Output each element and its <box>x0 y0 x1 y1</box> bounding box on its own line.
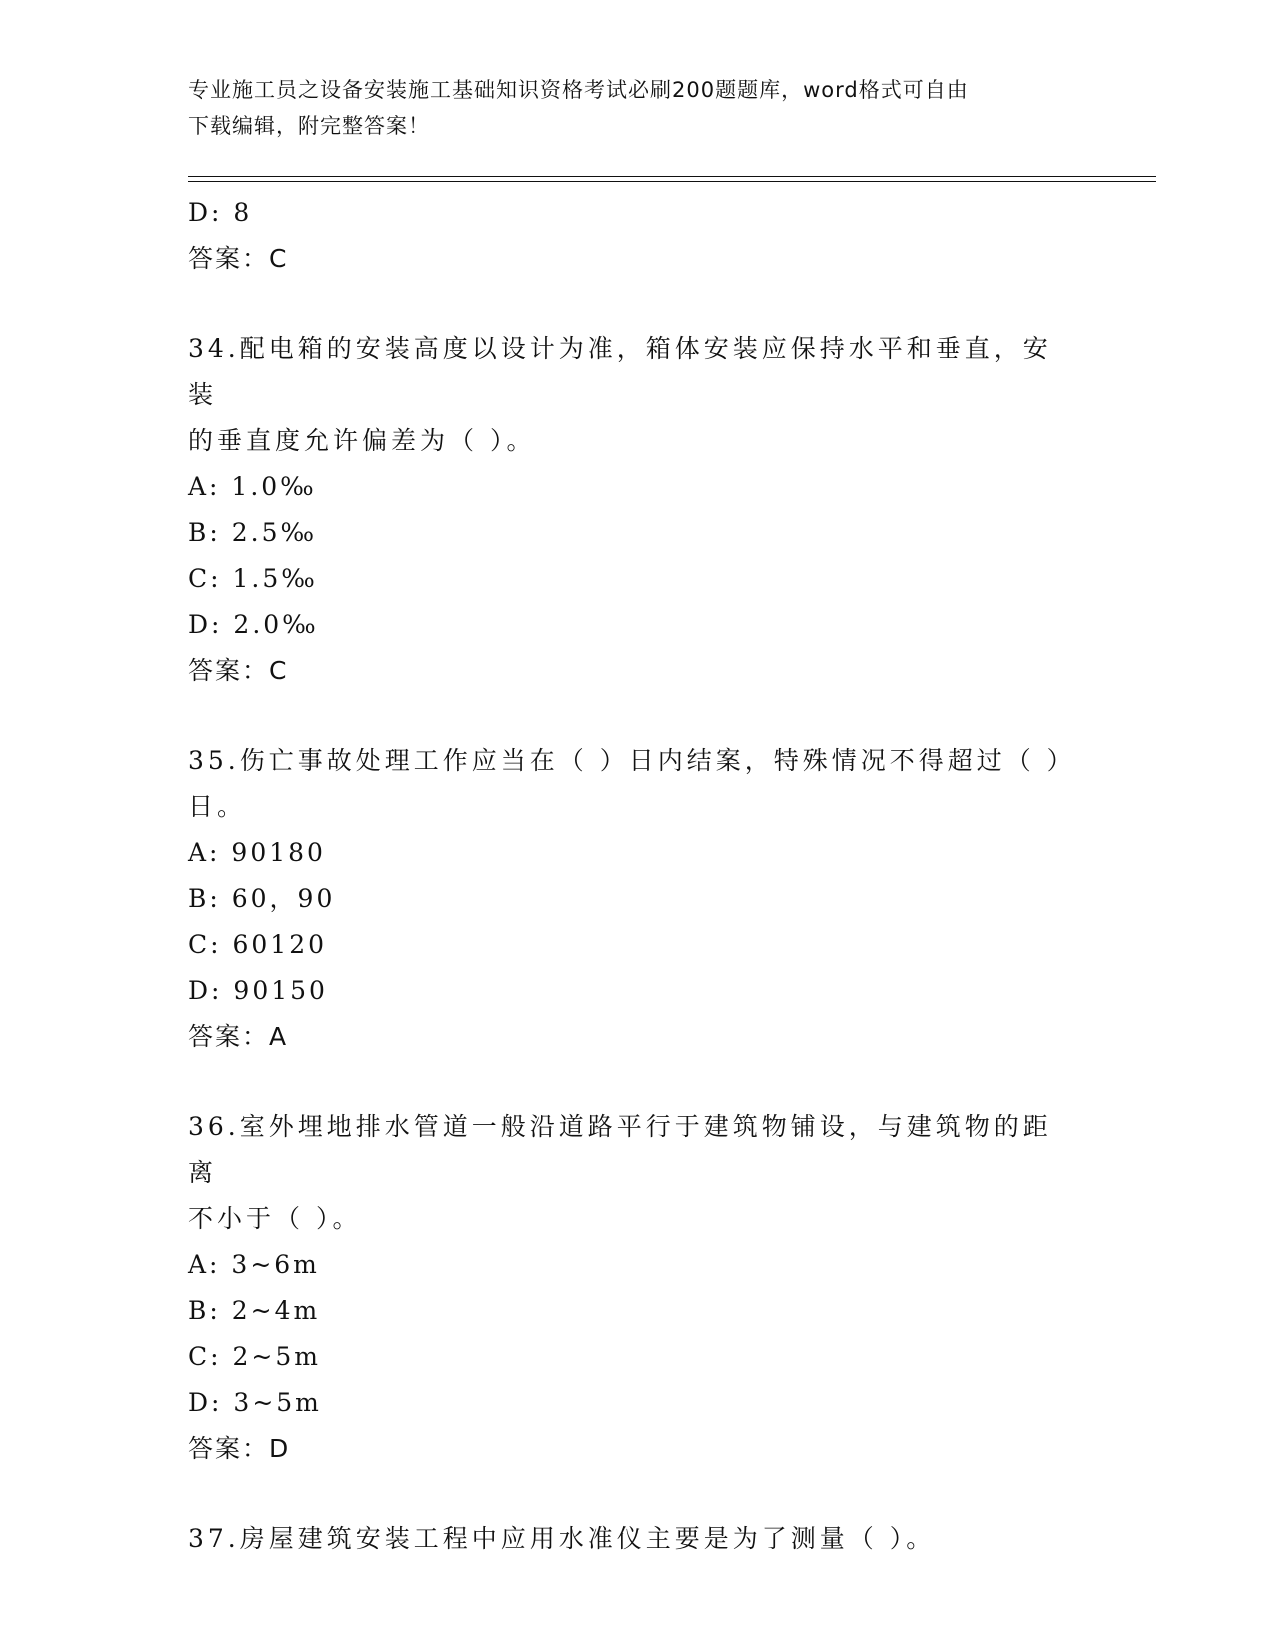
option-d: D: 8 <box>188 198 253 227</box>
option-c: C: 60120 <box>188 930 328 959</box>
question-35 <box>188 738 1088 1060</box>
header-divider-bottom <box>188 181 1156 182</box>
option-d: D: 2.0‰ <box>188 610 319 639</box>
question-text-line-1: 37.房屋建筑安装工程中应用水准仪主要是为了测量（ ）。 <box>188 1524 936 1553</box>
option-c: C: 2~5m <box>188 1342 321 1371</box>
option-a: A: 1.0‰ <box>188 472 317 501</box>
question-text-line-1: 34.配电箱的安装高度以设计为准，箱体安装应保持水平和垂直，安装 <box>188 334 1052 409</box>
answer-label: 答案：A <box>188 1022 289 1051</box>
option-b: B: 2~4m <box>188 1296 321 1325</box>
answer-label: 答案：C <box>188 656 289 685</box>
answer-label: 答案：C <box>188 244 289 273</box>
question-text <box>188 326 1068 464</box>
option-a: A: 90180 <box>188 838 326 867</box>
header-title-line-1: 专业施工员之设备安装施工基础知识资格考试必刷200题题库，word格式可自由 <box>188 78 969 102</box>
option-d: D: 90150 <box>188 976 328 1005</box>
option-b: B: 60，90 <box>188 884 336 913</box>
question-37 <box>188 1516 1088 1562</box>
question-text <box>188 1104 1068 1242</box>
option-b: B: 2.5‰ <box>188 518 318 547</box>
question-text-line-1: 36.室外埋地排水管道一般沿道路平行于建筑物铺设，与建筑物的距离 <box>188 1112 1052 1187</box>
question-text-line-2: 的垂直度允许偏差为（ ）。 <box>188 426 536 455</box>
document-header <box>188 72 1088 144</box>
question-text-line-2: 日。 <box>188 792 247 821</box>
header-divider-top <box>188 176 1156 177</box>
option-c: C: 1.5‰ <box>188 564 318 593</box>
question-text-line-1: 35.伤亡事故处理工作应当在（ ）日内结案，特殊情况不得超过（ ） <box>188 746 1076 775</box>
option-d: D: 3~5m <box>188 1388 322 1417</box>
question-36 <box>188 1104 1088 1472</box>
question-text <box>188 738 1076 830</box>
question-text-line-2: 不小于（ ）。 <box>188 1204 362 1233</box>
header-title-line-2: 下载编辑，附完整答案！ <box>188 114 430 138</box>
document-body <box>188 190 1088 1562</box>
question-text <box>188 1516 1068 1562</box>
carryover-block <box>188 190 1088 282</box>
question-34 <box>188 326 1088 694</box>
answer-label: 答案：D <box>188 1434 291 1463</box>
option-a: A: 3~6m <box>188 1250 320 1279</box>
